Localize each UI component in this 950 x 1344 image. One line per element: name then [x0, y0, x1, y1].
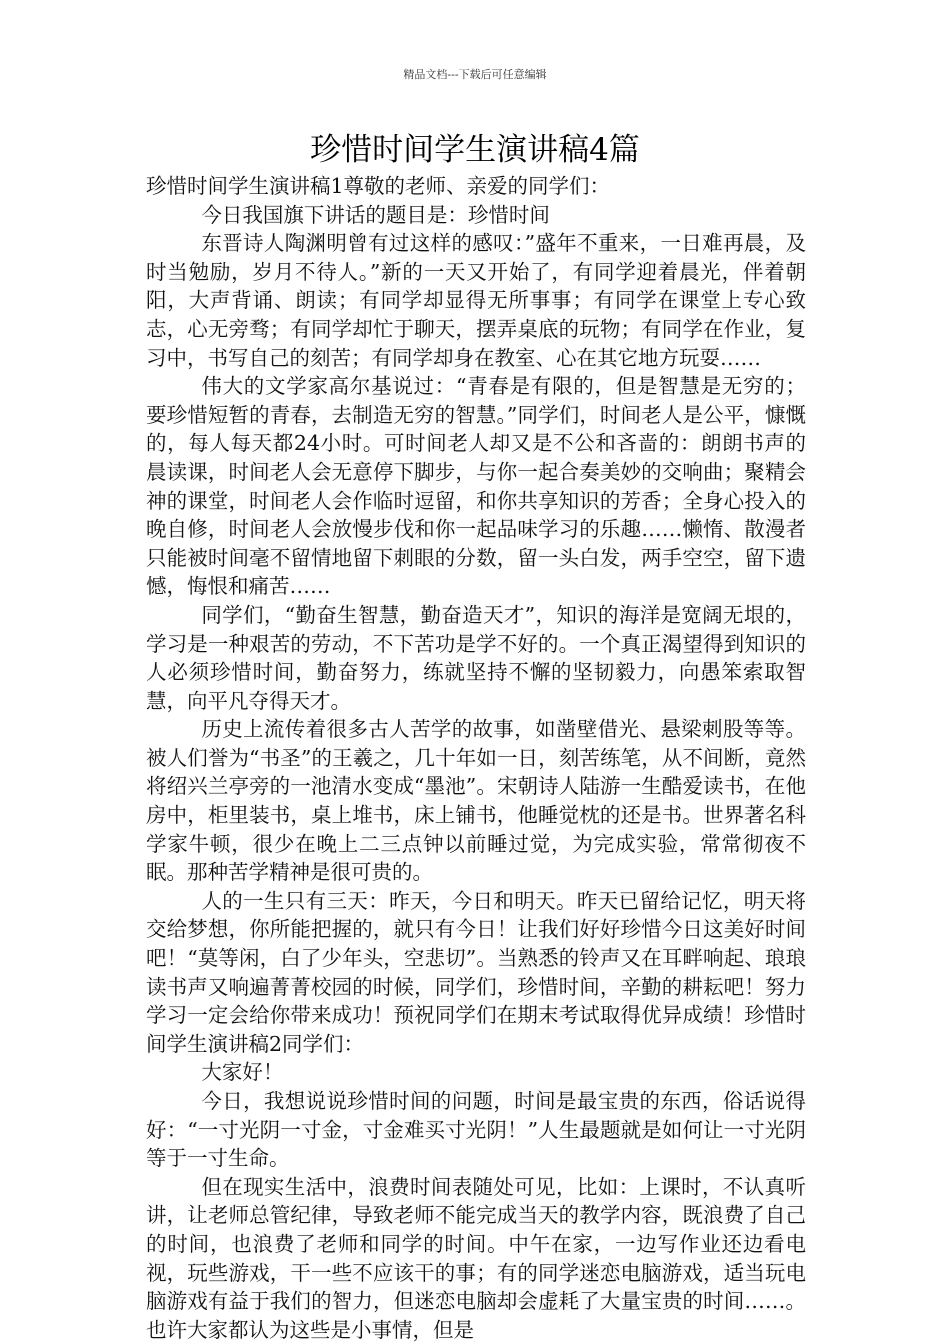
document-body: [146, 172, 806, 1344]
paragraph-1: 珍惜时间学生演讲稿1尊敬的老师、亲爱的同学们：: [146, 174, 611, 198]
header-note: 精品文档---下载后可任意编辑: [403, 68, 547, 81]
paragraph-3: 东晋诗人陶渊明曾有过这样的感叹：”盛年不重来，一日难再晨，及时当勉励，岁月不待人。”新的一天又开始了，有同学迎着晨光，伴着朝阳，大声背诵、朗读；有同学却显得无所事事；有同学在课堂上专心致志，心无旁骛；有同学却忙于聊天，摆弄桌底的玩物；有同学在作业，复习中，书写自己的刻苦；有同学却身在教室、心在其它地方玩耍……: [146, 231, 806, 370]
document-title: 珍惜时间学生演讲稿4篇: [310, 132, 640, 168]
paragraph-10: 但在现实生活中，浪费时间表随处可见，比如：上课时，不认真听讲，让老师总管纪律，导致老师不能完成当天的教学内容，既浪费了自己的时间，也浪费了老师和同学的时间。中午在家，一边写作业还边看电视，玩些游戏，干一些不应该干的事；有的同学迷恋电脑游戏，适当玩电脑游戏有益于我们的智力，但迷恋电脑却会虚耗了大量宝贵的时间……。也许大家都认为这些是小事情，但是: [146, 1174, 806, 1342]
paragraph-5: 同学们，“勤奋生智慧，勤奋造天才”，知识的海洋是宽阔无垠的，学习是一种艰苦的劳动，不下苦功是学不好的。一个真正渴望得到知识的人必须珍惜时间，勤奋努力，练就坚持不懈的坚韧毅力，向愚笨索取智慧，向平凡夺得天才。: [146, 602, 806, 713]
paragraph-7: 人的一生只有三天：昨天，今日和明天。昨天已留给记忆，明天将交给梦想，你所能把握的，就只有今日！让我们好好珍惜今日这美好时间吧！“莫等闲，白了少年头，空悲切”。当熟悉的铃声又在耳畔响起、琅琅读书声又响遍菁菁校园的时候，同学们，珍惜时间，辛勤的耕耘吧！努力学习一定会给你带来成功！预祝同学们在期末考试取得优异成绩！珍惜时间学生演讲稿2同学们：: [146, 888, 806, 1056]
paragraph-6: 历史上流传着很多古人苦学的故事，如凿壁借光、悬梁刺股等等。被人们誉为“书圣”的王羲之，几十年如一日，刻苦练笔，从不间断，竟然将绍兴兰亭旁的一池清水变成“墨池”。宋朝诗人陆游一生酷爱读书，在他房中，柜里装书，桌上堆书，床上铺书，他睡觉枕的还是书。世界著名科学家牛顿，很少在晚上二三点钟以前睡过觉，为完成实验，常常彻夜不眠。那种苦学精神是很可贵的。: [146, 717, 806, 885]
paragraph-2: 今日我国旗下讲话的题目是：珍惜时间: [201, 202, 550, 227]
paragraph-4: 伟大的文学家高尔基说过：“青春是有限的，但是智慧是无穷的；要珍惜短暂的青春，去制造无穷的智慧。”同学们，时间老人是公平，慷慨的，每人每天都24小时。可时间老人却又是不公和吝啬的：朗朗书声的晨读课，时间老人会无意停下脚步，与你一起合奏美妙的交响曲；聚精会神的课堂，时间老人会作临时逗留，和你共享知识的芳香；全身心投入的晚自修，时间老人会放慢步伐和你一起品味学习的乐趣……懒惰、散漫者只能被时间毫不留情地留下刺眼的分数，留一头白发，两手空空，留下遗憾，悔恨和痛苦……: [146, 374, 806, 599]
paragraph-8: 大家好！: [201, 1060, 284, 1085]
paragraph-9: 今日，我想说说珍惜时间的问题，时间是最宝贵的东西，俗话说得好：“一寸光阴一寸金，寸金难买寸光阴！”人生最题就是如何让一寸光阴等于一寸生命。: [146, 1089, 806, 1171]
